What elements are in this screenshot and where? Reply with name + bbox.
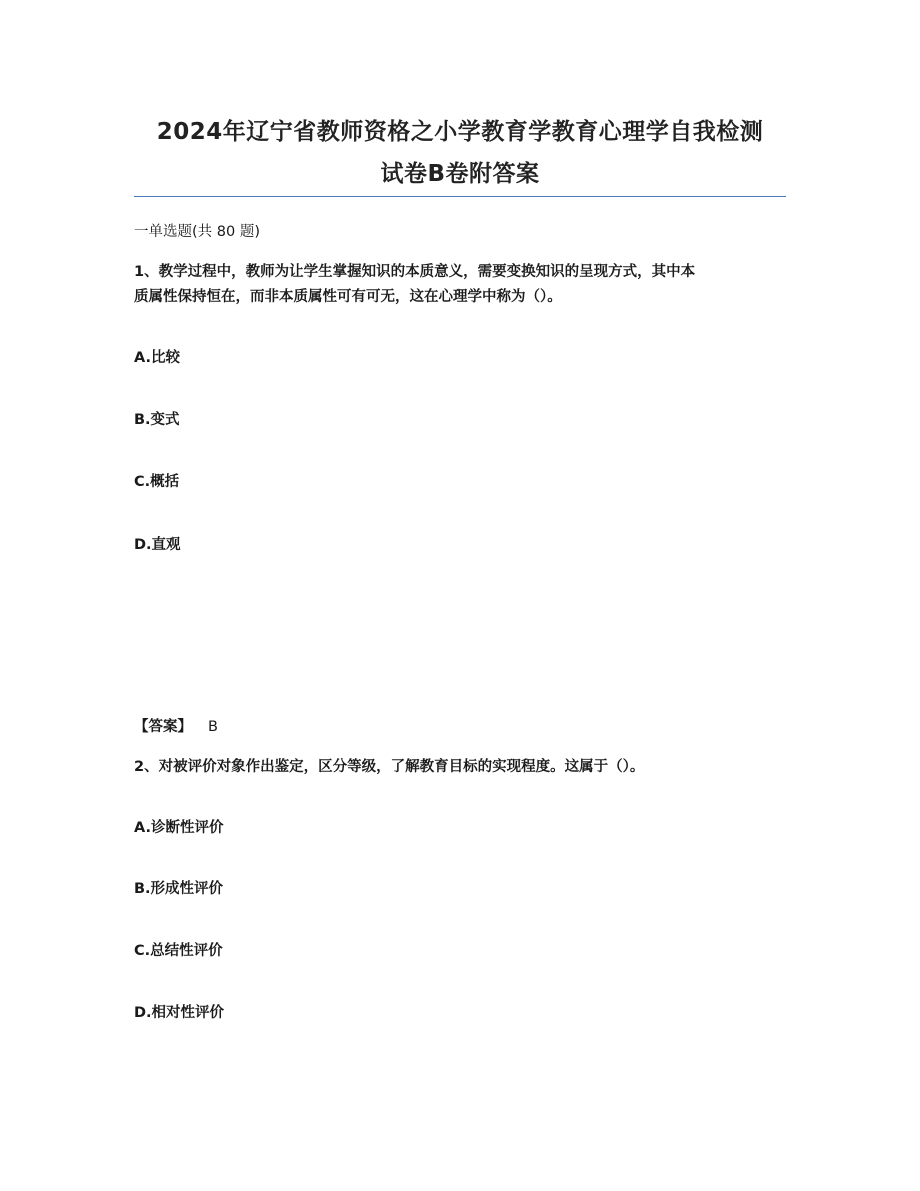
answer-value: B xyxy=(208,719,218,735)
document-title-line-1: 2024年辽宁省教师资格之小学教育学教育心理学自我检测 xyxy=(156,119,764,145)
question-1-option-d: D.直观 xyxy=(134,537,181,553)
document-title-line-2: 试卷B卷附答案 xyxy=(380,161,540,187)
question-1-option-c: C.概括 xyxy=(134,474,180,490)
question-1-option-a: A.比较 xyxy=(134,350,180,366)
question-2-option-c: C.总结性评价 xyxy=(134,943,223,959)
question-1-stem-line-2: 质属性保持恒在，而非本质属性可有可无，这在心理学中称为（）。 xyxy=(134,289,562,305)
question-2-stem: 2、对被评价对象作出鉴定，区分等级，了解教育目标的实现程度。这属于（）。 xyxy=(134,759,645,775)
answer-label: 【答案】 xyxy=(134,719,192,735)
question-2-option-d: D.相对性评价 xyxy=(134,1005,225,1021)
question-1-stem-line-1: 1、教学过程中，教师为让学生掌握知识的本质意义，需要变换知识的呈现方式，其中本 xyxy=(134,264,696,280)
section-heading: 一单选题(共 80 题) xyxy=(134,224,260,240)
question-1-answer xyxy=(134,715,218,739)
question-2-option-b: B.形成性评价 xyxy=(134,881,224,897)
question-2-option-a: A.诊断性评价 xyxy=(134,820,224,836)
question-1-option-b: B.变式 xyxy=(134,412,180,428)
title-divider xyxy=(134,196,786,197)
